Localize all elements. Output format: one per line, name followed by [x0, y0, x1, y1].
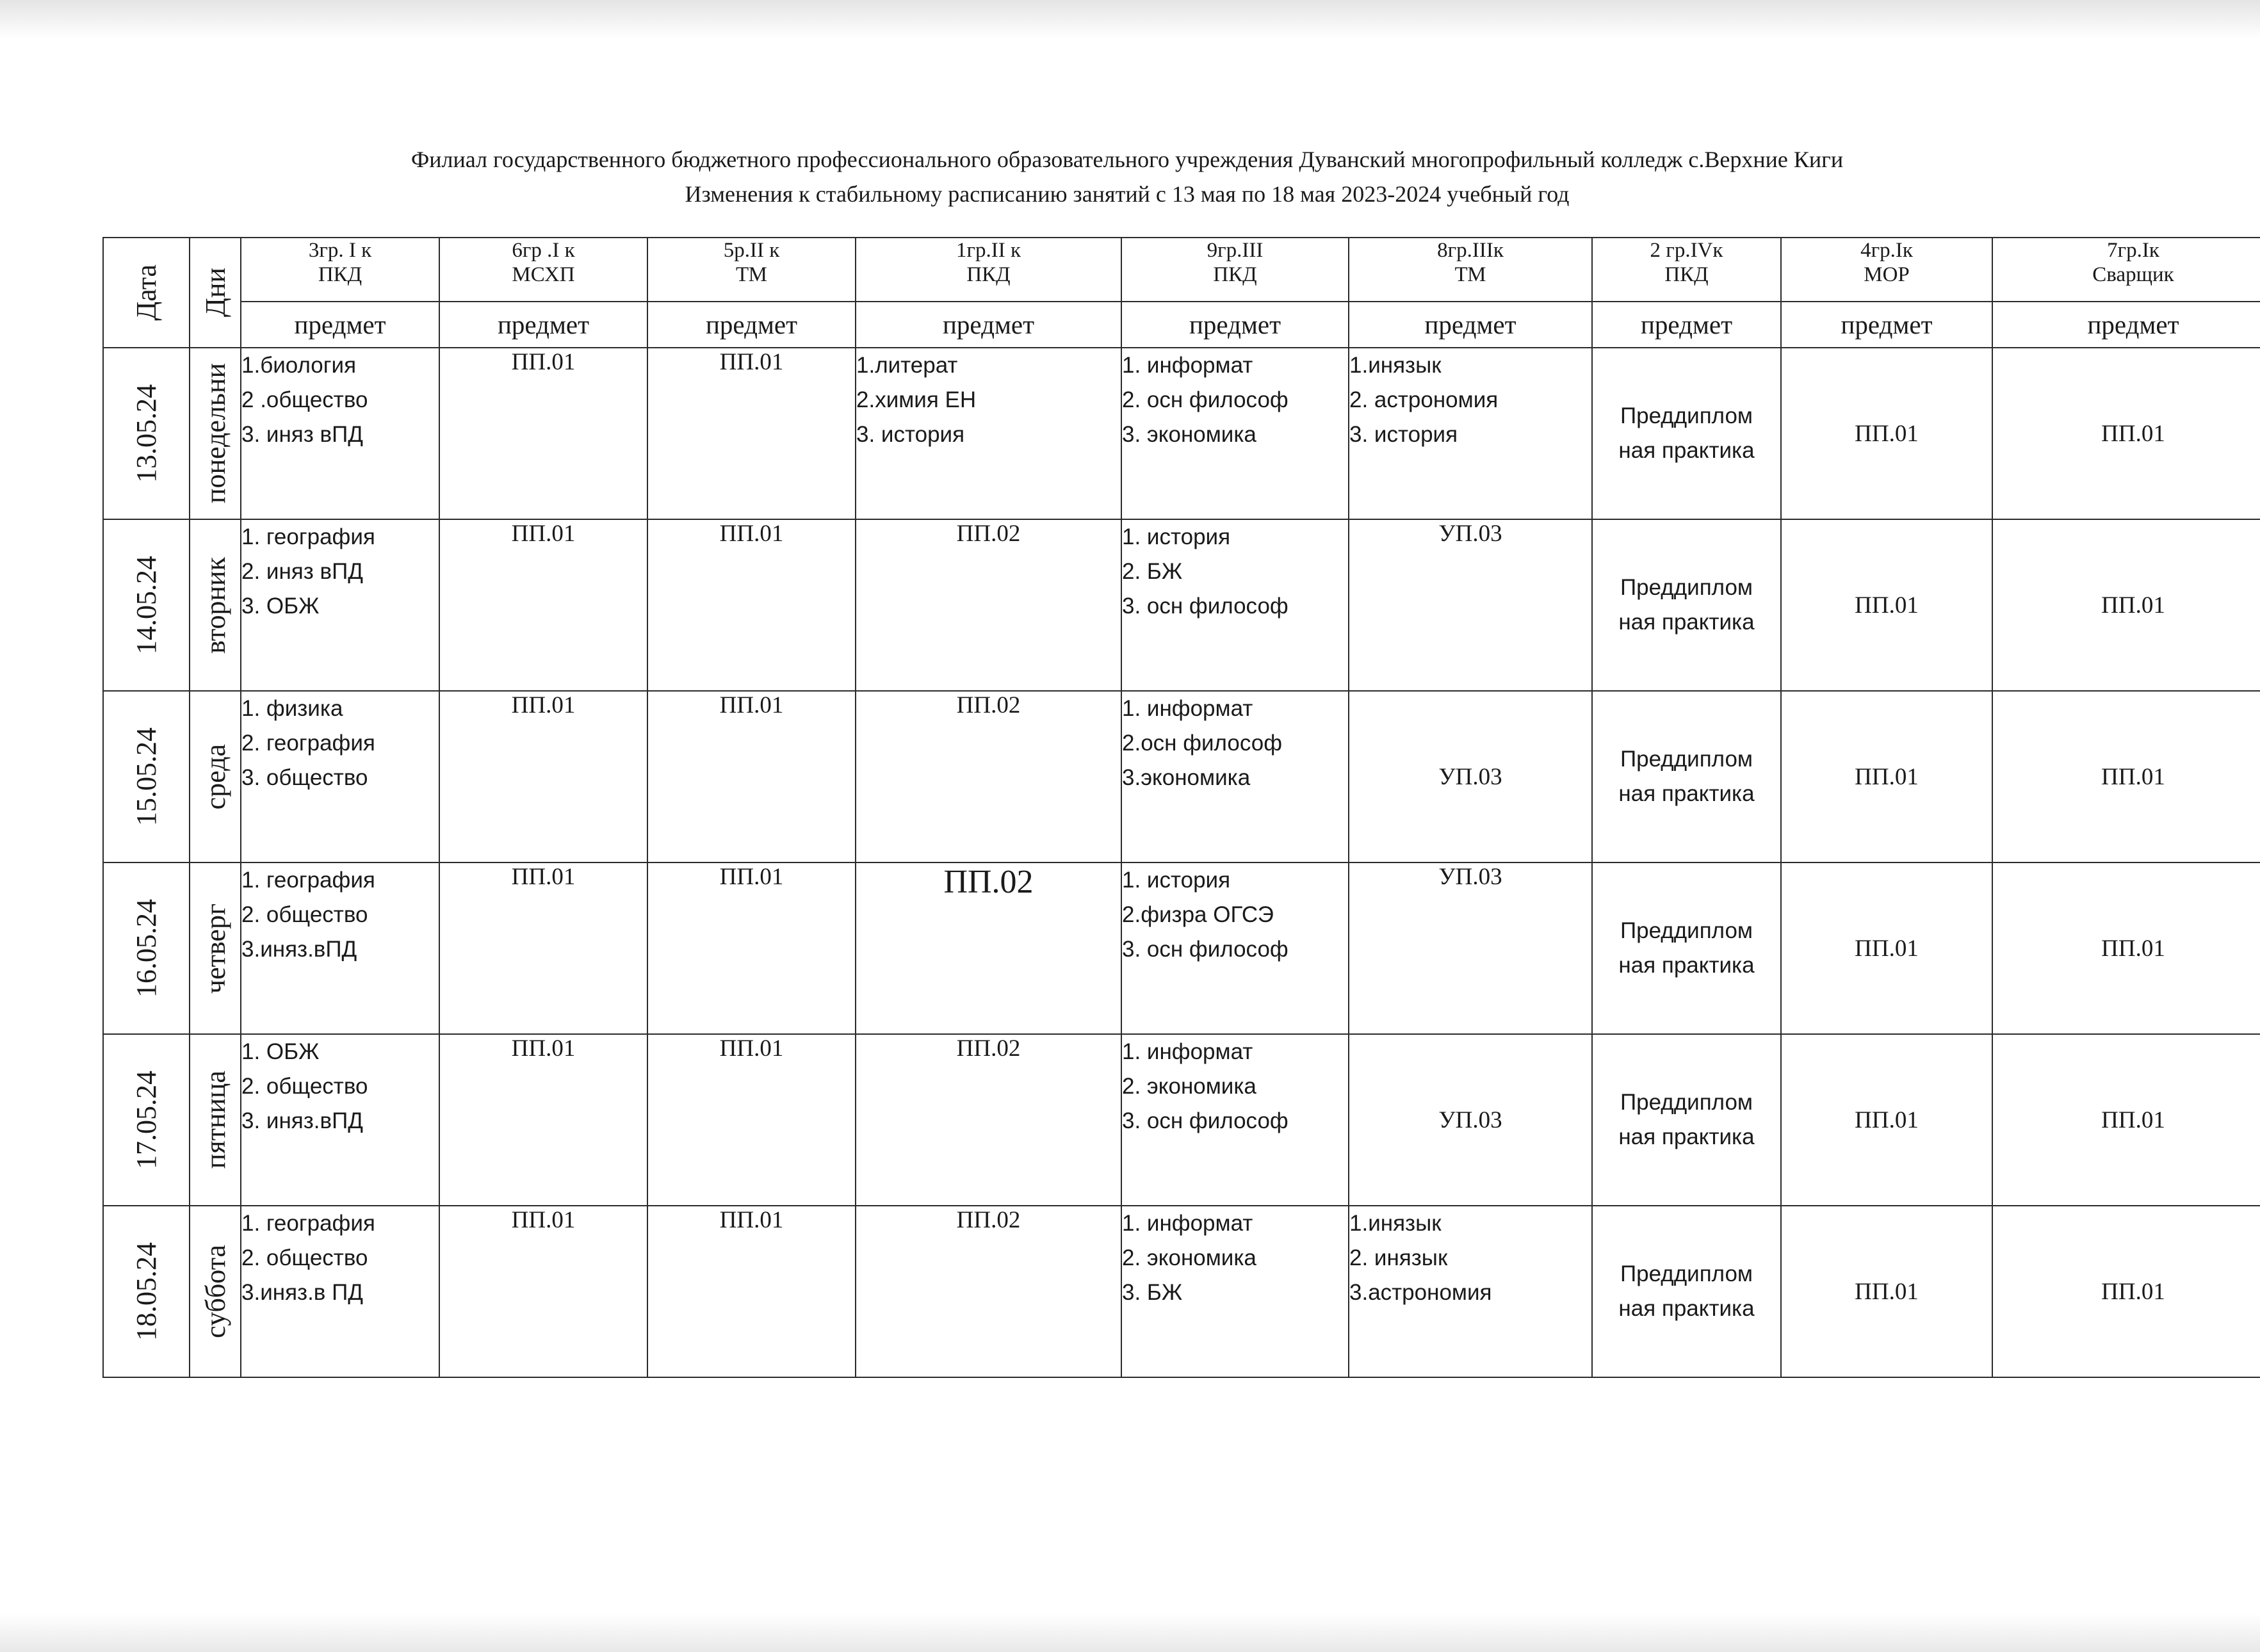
subject-header: предмет — [1349, 302, 1592, 348]
table-row — [103, 862, 2260, 1034]
lesson-code: ПП.01 — [439, 1034, 647, 1206]
lesson-code: ПП.01 — [1992, 348, 2260, 519]
document-header — [102, 142, 2152, 211]
lesson-list: 1. ОБЖ 2. общество 3. иняз.вПД — [241, 1034, 439, 1206]
lesson-list: 1. география 2. общество 3.иняз.вПД — [241, 862, 439, 1034]
subject-header-row — [103, 302, 2260, 348]
group-header: 1гр.II к ПКД — [856, 238, 1121, 302]
lesson-code: ПП.01 — [1781, 348, 1992, 519]
header-title: Изменения к стабильному расписанию занятий с 13 мая по 18 мая 2023-2024 учебный год — [685, 181, 1570, 207]
subject-header: предмет — [241, 302, 439, 348]
lesson-code: ПП.02 — [856, 1034, 1121, 1206]
lesson-code: ПП.01 — [1992, 1034, 2260, 1206]
lesson-code: ПП.01 — [439, 1206, 647, 1377]
table-row — [103, 348, 2260, 519]
lesson-code: ПП.01 — [1992, 691, 2260, 862]
group-header: 4гр.Iк МОР — [1781, 238, 1992, 302]
lesson-code: ПП.01 — [1992, 1206, 2260, 1377]
date-column-header: Дата — [103, 238, 190, 348]
subject-header: предмет — [1121, 302, 1349, 348]
lesson-code: ПП.01 — [647, 519, 856, 691]
date-cell: 14.05.24 — [103, 519, 190, 691]
table-row — [103, 1034, 2260, 1206]
lesson-list: 1.биология 2 .общество 3. иняз вПД — [241, 348, 439, 519]
group-header: 8гр.IIIк ТМ — [1349, 238, 1592, 302]
scan-edge-top — [0, 0, 2260, 38]
table-row — [103, 1206, 2260, 1377]
lesson-list: 1. история 2.физра ОГСЭ 3. осн философ — [1121, 862, 1349, 1034]
group-header: 2 гр.IVк ПКД — [1592, 238, 1781, 302]
lesson-code: ПП.01 — [1992, 862, 2260, 1034]
subject-header: предмет — [647, 302, 856, 348]
lesson-code: ПП.01 — [647, 1206, 856, 1377]
scan-edge-bottom — [0, 1614, 2260, 1652]
day-cell: понедельни — [190, 348, 241, 519]
lesson-list: 1. информат 2. экономика 3. осн философ — [1121, 1034, 1349, 1206]
day-cell: вторник — [190, 519, 241, 691]
date-cell: 17.05.24 — [103, 1034, 190, 1206]
group-header: 3гр. I к ПКД — [241, 238, 439, 302]
lesson-code: ПП.02 — [856, 1206, 1121, 1377]
group-header-row — [103, 238, 2260, 302]
date-cell: 15.05.24 — [103, 691, 190, 862]
lesson-list: 1. информат 2. экономика 3. БЖ — [1121, 1206, 1349, 1377]
lesson-list: 1. география 2. общество 3.иняз.в ПД — [241, 1206, 439, 1377]
group-header: 7гр.Iк Сварщик — [1992, 238, 2260, 302]
table-row — [103, 519, 2260, 691]
subject-header: предмет — [1592, 302, 1781, 348]
practice-cell: Преддиплом ная практика — [1592, 1206, 1781, 1377]
lesson-list: 1. история 2. БЖ 3. осн философ — [1121, 519, 1349, 691]
lesson-code: ПП.01 — [647, 348, 856, 519]
lesson-code: ПП.01 — [647, 862, 856, 1034]
lesson-code: УП.03 — [1349, 691, 1592, 862]
lesson-code: ПП.01 — [439, 519, 647, 691]
lesson-list: 1. информат 2.осн философ 3.экономика — [1121, 691, 1349, 862]
lesson-code: ПП.01 — [1992, 519, 2260, 691]
lesson-list: 1. физика 2. география 3. общество — [241, 691, 439, 862]
date-cell: 13.05.24 — [103, 348, 190, 519]
lesson-code: ПП.01 — [1781, 1034, 1992, 1206]
table-row — [103, 691, 2260, 862]
day-column-header: Дни — [190, 238, 241, 348]
lesson-list: 1. география 2. иняз вПД 3. ОБЖ — [241, 519, 439, 691]
lesson-list: 1.инязык 2. инязык 3.астрономия — [1349, 1206, 1592, 1377]
lesson-list: 1.литерат 2.химия ЕН 3. история — [856, 348, 1121, 519]
practice-cell: Преддиплом ная практика — [1592, 348, 1781, 519]
practice-cell: Преддиплом ная практика — [1592, 862, 1781, 1034]
day-cell: пятница — [190, 1034, 241, 1206]
lesson-code: ПП.02 — [856, 691, 1121, 862]
day-cell: суббота — [190, 1206, 241, 1377]
lesson-code: УП.03 — [1349, 1034, 1592, 1206]
date-cell: 16.05.24 — [103, 862, 190, 1034]
group-header: 9гр.III ПКД — [1121, 238, 1349, 302]
lesson-code: УП.03 — [1349, 519, 1592, 691]
subject-header: предмет — [856, 302, 1121, 348]
subject-header: предмет — [1781, 302, 1992, 348]
lesson-code: ПП.02 — [856, 862, 1121, 1034]
lesson-code: ПП.01 — [1781, 519, 1992, 691]
subject-header: предмет — [439, 302, 647, 348]
header-institution: Филиал государственного бюджетного профессионального образовательного учреждения Дуванский многопрофильный колледж с.Верхние Киги — [411, 147, 1844, 172]
lesson-list: 1.инязык 2. астрономия 3. история — [1349, 348, 1592, 519]
lesson-code: ПП.01 — [1781, 1206, 1992, 1377]
lesson-code: ПП.01 — [1781, 691, 1992, 862]
day-cell: четверг — [190, 862, 241, 1034]
lesson-code: ПП.01 — [647, 691, 856, 862]
date-cell: 18.05.24 — [103, 1206, 190, 1377]
lesson-code: ПП.01 — [1781, 862, 1992, 1034]
lesson-code: ПП.02 — [856, 519, 1121, 691]
lesson-code: ПП.01 — [439, 862, 647, 1034]
group-header: 5р.II к ТМ — [647, 238, 856, 302]
group-header: 6гр .I к МСХП — [439, 238, 647, 302]
lesson-code: УП.03 — [1349, 862, 1592, 1034]
schedule-table — [102, 237, 2260, 1378]
practice-cell: Преддиплом ная практика — [1592, 691, 1781, 862]
lesson-code: ПП.01 — [439, 348, 647, 519]
subject-header: предмет — [1992, 302, 2260, 348]
practice-cell: Преддиплом ная практика — [1592, 1034, 1781, 1206]
lesson-list: 1. информат 2. осн философ 3. экономика — [1121, 348, 1349, 519]
practice-cell: Преддиплом ная практика — [1592, 519, 1781, 691]
day-cell: среда — [190, 691, 241, 862]
lesson-code: ПП.01 — [647, 1034, 856, 1206]
lesson-code: ПП.01 — [439, 691, 647, 862]
